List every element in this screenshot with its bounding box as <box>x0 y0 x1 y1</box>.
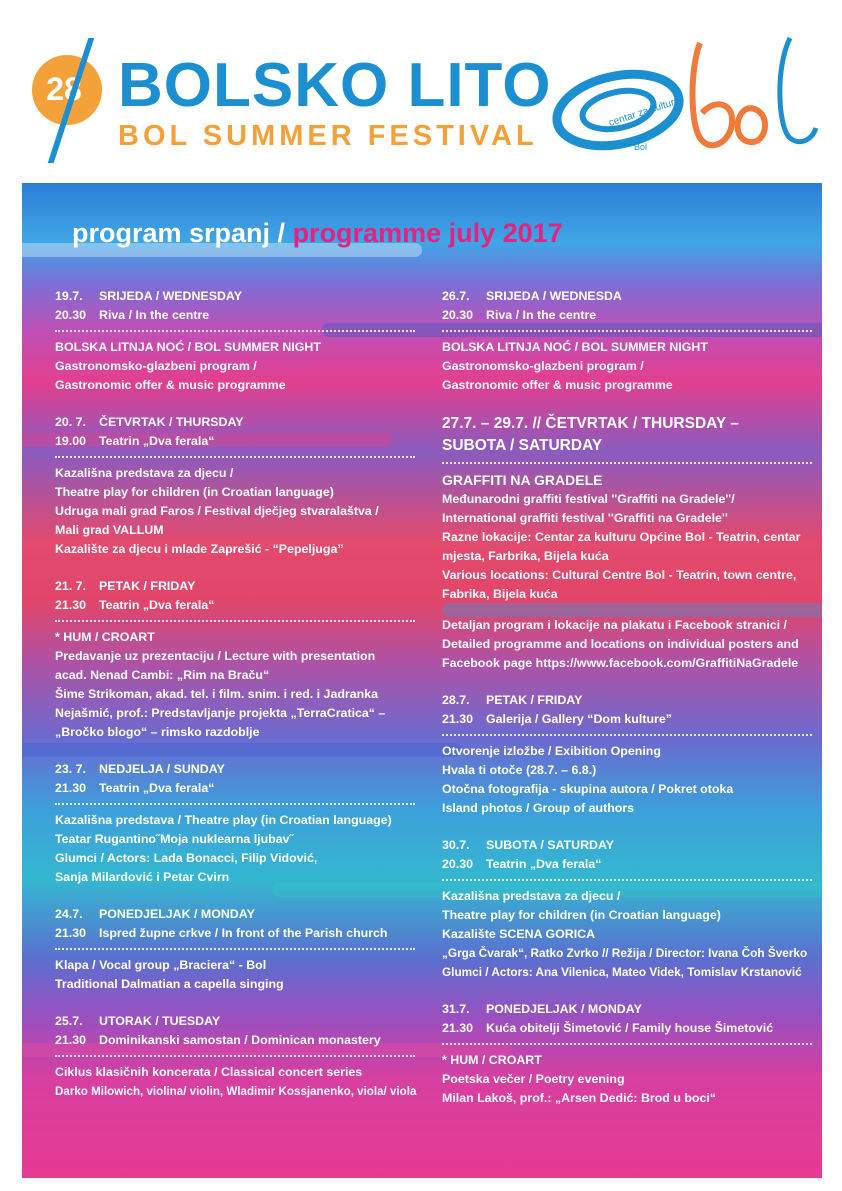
event-text-line: „Bročko blogo“ – rimsko razdoblje <box>55 725 260 739</box>
event-block <box>442 1000 812 1108</box>
dotted-divider <box>442 1043 812 1045</box>
event-date: 25.7. <box>55 1014 83 1028</box>
dotted-divider <box>442 462 812 464</box>
event-place: Dominikanski samostan / Dominican monastery <box>99 1033 381 1047</box>
program-column-right <box>442 287 812 1118</box>
dotted-divider <box>55 620 415 622</box>
event-block <box>55 287 415 395</box>
event-title: GRAFFITI NA GRADELE <box>442 472 603 488</box>
event-time-line <box>442 855 812 874</box>
event-day: PETAK / FRIDAY <box>99 579 196 593</box>
event-text-line: acad. Nenad Cambi: „Rim na Braču“ <box>55 668 270 682</box>
event-date-line <box>442 1000 812 1019</box>
event-text-line: Klapa / Vocal group „Braciera“ - Bol <box>55 958 267 972</box>
event-text-line: Facebook page https://www.facebook.com/GraffitiNaGradele <box>442 656 799 670</box>
event-time-line <box>55 432 415 451</box>
event-time-line <box>442 1019 812 1038</box>
event-time-line <box>55 1031 415 1050</box>
event-text-line: Theatre play for children (in Croatian language) <box>55 485 334 499</box>
event-text-line: Otočna fotografija - skupina autora / Pokret otoka <box>442 782 734 796</box>
event-time: 21.30 <box>55 781 87 795</box>
event-day: ČETVRTAK / THURSDAY <box>99 415 244 429</box>
event-block <box>55 1012 415 1101</box>
centar-za-kulturu-bol-logo <box>550 28 820 168</box>
event-text-line: Island photos / Group of authors <box>442 801 635 815</box>
event-text-line: Gastronomsko-glazbeni program / <box>55 359 257 373</box>
event-text-line: Kazališna predstava za djecu / <box>442 889 621 903</box>
event-time-line <box>55 596 415 615</box>
event-time: 21.30 <box>55 926 87 940</box>
event-place: Riva / In the centre <box>486 308 597 322</box>
event-time: 21.30 <box>442 1021 474 1035</box>
event-date-line <box>55 905 415 924</box>
event-day: SUBOTA / SATURDAY <box>486 838 615 852</box>
event-place: Teatrin „Dva ferala“ <box>486 857 602 871</box>
event-block <box>55 577 415 742</box>
event-block <box>442 691 812 818</box>
event-place: Teatrin „Dva ferala“ <box>99 598 215 612</box>
event-block <box>55 413 415 559</box>
dotted-divider <box>55 330 415 332</box>
event-time: 20.30 <box>55 308 87 322</box>
event-date-range: SUBOTA / SATURDAY <box>442 437 603 454</box>
event-time-line <box>55 924 415 943</box>
event-time-line <box>55 779 415 798</box>
event-text-line: Traditional Dalmatian a capella singing <box>55 977 284 991</box>
event-block <box>55 905 415 994</box>
event-text-line: Fabrika, Bijela kuća <box>442 587 558 601</box>
event-text-line: Kazališna predstava / Theatre play (in Croatian language) <box>55 813 392 827</box>
dotted-divider <box>442 734 812 736</box>
event-date-range: 27.7. – 29.7. // ČETVRTAK / THURSDAY – <box>442 415 739 432</box>
event-date: 20. 7. <box>55 415 87 429</box>
event-time-line <box>55 306 415 325</box>
event-block <box>55 760 415 887</box>
event-block <box>442 287 812 395</box>
event-text-line: Udruga mali grad Faros / Festival dječjeg stvaralaštva / <box>55 504 379 518</box>
event-text-line: Glumci / Actors: Lada Bonacci, Filip Vidović, <box>55 851 318 865</box>
event-place: Teatrin „Dva ferala“ <box>99 434 215 448</box>
event-date: 26.7. <box>442 289 470 303</box>
event-time: 21.30 <box>442 712 474 726</box>
program-poster <box>22 183 822 1178</box>
event-text-line: Razne lokacije: Centar za kulturu Općine Bol - Teatrin, centar <box>442 530 801 544</box>
event-text-line: Kazalište za djecu i mlade Zaprešić - “Pepeljuga” <box>55 542 344 556</box>
event-time: 19.00 <box>55 434 87 448</box>
event-text-line: Ciklus klasičnih koncerata / Classical concert series <box>55 1065 363 1079</box>
dotted-divider <box>55 948 415 950</box>
logo-caption: centar za kulturu <box>607 95 682 129</box>
event-date-line <box>55 760 415 779</box>
event-date-line <box>55 1012 415 1031</box>
festival-header <box>0 0 842 175</box>
event-text-line: Darko Milowich, violina/ violin, Wladimir Kossjanenko, viola/ viola <box>55 1085 417 1098</box>
event-block <box>442 836 812 982</box>
event-text-line: Various locations: Cultural Centre Bol - Teatrin, town centre, <box>442 568 797 582</box>
event-text-line: Predavanje uz prezentaciju / Lecture with presentation <box>55 649 376 663</box>
heading-english: programme july 2017 <box>292 218 563 248</box>
event-block <box>442 413 812 673</box>
event-time: 21.30 <box>55 1033 87 1047</box>
event-day: NEDJELJA / SUNDAY <box>99 762 225 776</box>
event-date: 23. 7. <box>55 762 87 776</box>
event-text-line: * HUM / CROART <box>442 1053 542 1067</box>
event-place: Teatrin „Dva ferala“ <box>99 781 215 795</box>
event-date: 28.7. <box>442 693 470 707</box>
event-time: 21.30 <box>55 598 87 612</box>
event-text-line: Poetska večer / Poetry evening <box>442 1072 625 1086</box>
event-text-line: Glumci / Actors: Ana Vilenica, Mateo Videk, Tomislav Krstanović <box>442 965 802 979</box>
event-day: SRIJEDA / WEDNESDAY <box>99 289 242 303</box>
event-text-line: Gastronomsko-glazbeni program / <box>442 359 644 373</box>
event-text-line: Sanja Milardović i Petar Cvirn <box>55 870 230 884</box>
event-date: 30.7. <box>442 838 470 852</box>
event-date: 24.7. <box>55 907 83 921</box>
event-place: Ispred župne crkve / In front of the Parish church <box>99 926 388 940</box>
event-day: PONEDJELJAK / MONDAY <box>486 1002 642 1016</box>
event-place: Kuća obitelji Šimetović / Family house Šimetović <box>486 1021 774 1035</box>
event-text-line: „Grga Čvarak“, Ratko Zvrko // Režija / Director: Ivana Čoh Šverko <box>442 946 808 960</box>
event-date-line <box>55 413 415 432</box>
event-time-line <box>442 710 812 729</box>
event-date-line <box>442 287 812 306</box>
dotted-divider <box>442 330 812 332</box>
program-heading <box>72 218 563 249</box>
dotted-divider <box>55 803 415 805</box>
event-text-line: International graffiti festival ''Graffiti na Gradele'' <box>442 511 728 525</box>
event-date: 31.7. <box>442 1002 470 1016</box>
event-text-line: Theatre play for children (in Croatian language) <box>442 908 721 922</box>
event-text-line: Mali grad VALLUM <box>55 523 164 537</box>
event-text-line: mjesta, Farbrika, Bijela kuća <box>442 549 609 563</box>
event-day: SRIJEDA / WEDNESDA <box>486 289 622 303</box>
dotted-divider <box>55 1055 415 1057</box>
festival-title: BOLSKO LITO <box>118 51 552 120</box>
event-time: 20.30 <box>442 857 474 871</box>
event-day: PETAK / FRIDAY <box>486 693 583 707</box>
event-text-line: Gastronomic offer & music programme <box>55 378 286 392</box>
event-text-line: Gastronomic offer & music programme <box>442 378 673 392</box>
event-time-line <box>442 306 812 325</box>
program-column-left <box>55 287 415 1111</box>
event-time: 20.30 <box>442 308 474 322</box>
event-date-line <box>55 287 415 306</box>
logo-small-text: Bol <box>634 142 648 152</box>
event-text-line: Teatar Rugantino˝Moja nuklearna ljubav˝ <box>55 832 294 846</box>
event-text-line: BOLSKA LITNJA NOĆ / BOL SUMMER NIGHT <box>55 340 321 354</box>
event-text-line: Međunarodni graffiti festival ''Graffiti na Gradele''/ <box>442 492 735 506</box>
event-text-line: Kazališna predstava za djecu / <box>55 466 234 480</box>
event-text-line: Kazalište SCENA GORICA <box>442 927 596 941</box>
event-text-line: Detailed programme and locations on individual posters and <box>442 637 799 651</box>
event-date-line <box>55 577 415 596</box>
edition-number: 28 <box>46 71 82 107</box>
event-place: Galerija / Gallery “Dom kulture” <box>486 712 672 726</box>
event-text-line: Nejašmić, prof.: Predstavljanje projekta „TerraCratica“ – <box>55 706 386 720</box>
heading-croatian: program srpanj / <box>72 218 293 248</box>
event-date: 21. 7. <box>55 579 87 593</box>
event-text-line: * HUM / CROART <box>55 630 155 644</box>
dotted-divider <box>442 879 812 881</box>
event-text-line: BOLSKA LITNJA NOĆ / BOL SUMMER NIGHT <box>442 340 708 354</box>
event-date-line <box>442 836 812 855</box>
event-text-line: Otvorenje izložbe / Exibition Opening <box>442 744 661 758</box>
event-date: 19.7. <box>55 289 83 303</box>
event-text-line: Milan Lakoš, prof.: „Arsen Dedić: Brod u boci“ <box>442 1091 716 1105</box>
event-day: UTORAK / TUESDAY <box>99 1014 221 1028</box>
event-day: PONEDJELJAK / MONDAY <box>99 907 255 921</box>
event-text-line: Hvala ti otoče (28.7. – 6.8.) <box>442 763 597 777</box>
event-date-line <box>442 691 812 710</box>
event-text-line: Šime Strikoman, akad. tel. i film. snim. i red. i Jadranka <box>55 687 378 701</box>
event-text-line: Detaljan program i lokacije na plakatu i Facebook stranici / <box>442 618 787 632</box>
event-place: Riva / In the centre <box>99 308 210 322</box>
festival-subtitle: BOL SUMMER FESTIVAL <box>118 120 538 152</box>
dotted-divider <box>55 456 415 458</box>
